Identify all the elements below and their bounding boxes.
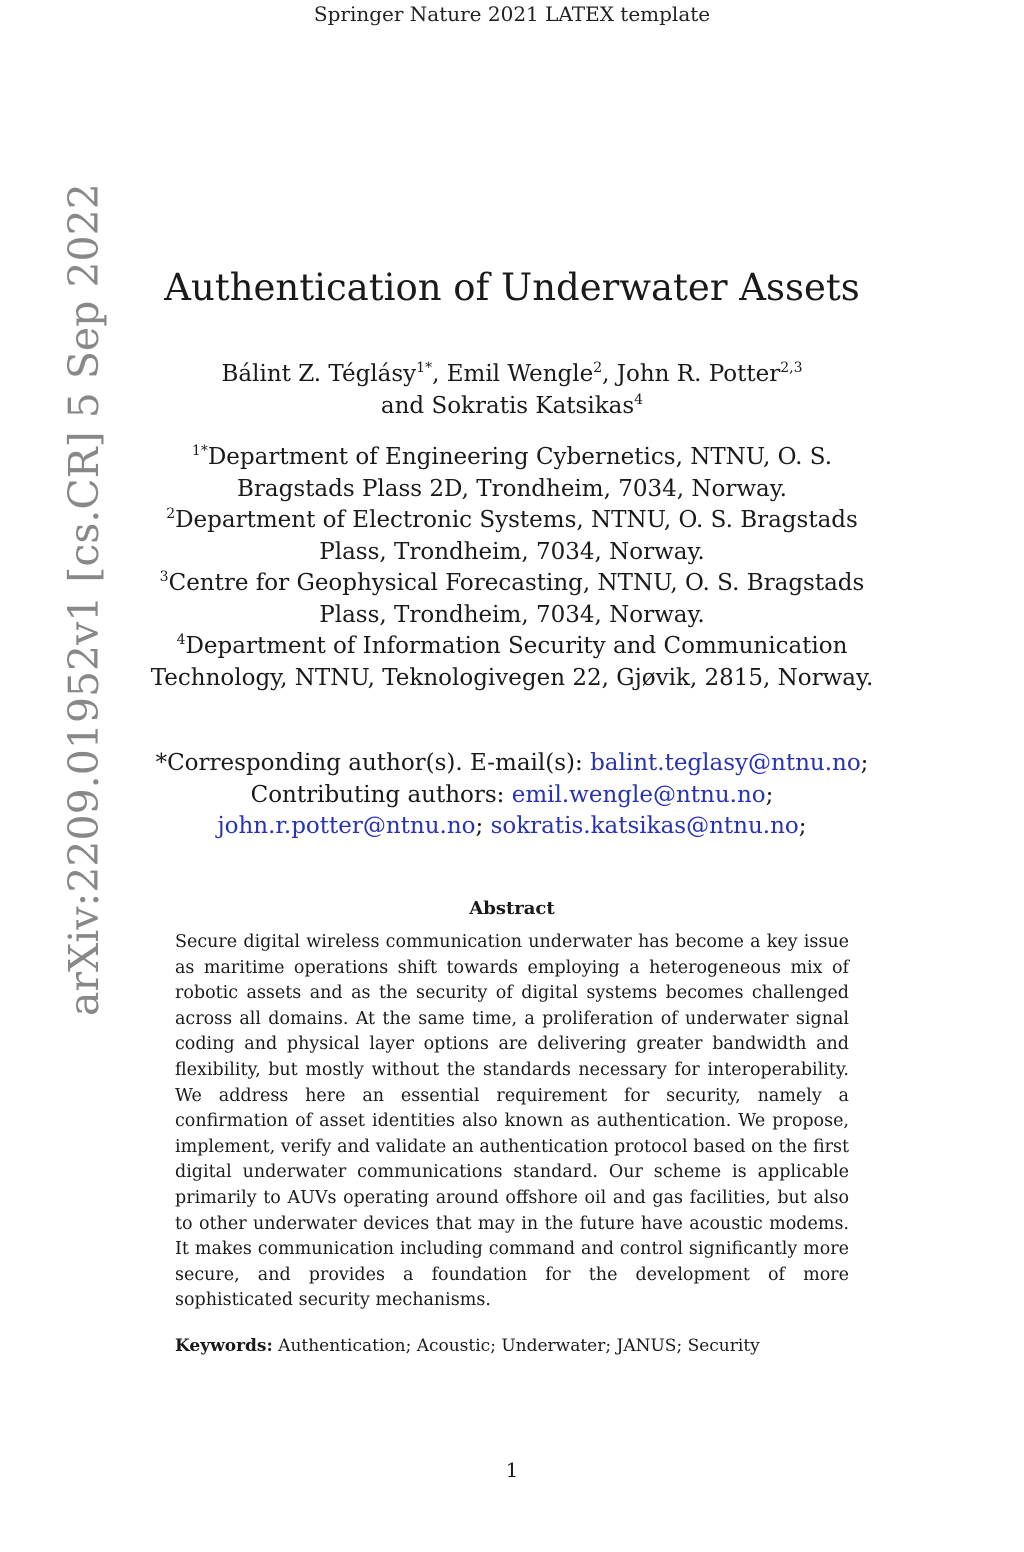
email-separator: ; — [765, 781, 774, 808]
abstract-heading: Abstract — [469, 898, 555, 919]
keywords — [175, 1336, 849, 1356]
affiliation-text: Department of Information Security and Communication Technology, NTNU, Teknologivegen 22, Gjøvik, 2815, Norway. — [150, 633, 874, 691]
affiliation — [130, 442, 894, 505]
affiliation — [130, 568, 894, 631]
paper-title: Authentication of Underwater Assets — [164, 266, 860, 309]
email-separator: ; — [475, 813, 484, 839]
affiliation-text: Department of Engineering Cybernetics, NTNU, O. S. Bragstads Plass 2D, Trondheim, 7034, Norway. — [207, 444, 833, 502]
corresponding-email-link[interactable]: balint.teglasy@ntnu.no — [590, 750, 861, 776]
author-name: Emil Wengle — [446, 361, 594, 387]
keywords-list: Authentication; Acoustic; Underwater; JANUS; Security — [278, 1336, 760, 1356]
author-separator: , — [602, 361, 617, 387]
affiliation-mark: 2 — [166, 506, 176, 522]
author-name: Bálint Z. Téglásy — [221, 361, 417, 387]
author-separator: , — [432, 361, 447, 387]
corresponding-label: *Corresponding author(s). E-mail(s): — [155, 750, 591, 776]
affiliation-mark: 3 — [159, 569, 169, 585]
author-list — [140, 358, 884, 422]
abstract-text: Secure digital wireless communication underwater has become a key issue as maritime operations shift towards employing a heterogeneous mix of robotic assets and as the security of digital systems becomes challenged across all domains. At the same time, a proliferation of underwater signal coding and physical layer options are delivering greater bandwidth and flexibility, but mostly without the standards necessary for interoperability. We address here an essential requirement for security, namely a confirmation of asset identities also known as authentication. We propose, implement, verify and validate an authentication protocol based on the first digital underwater communications standard. Our scheme is applicable primarily to AUVs operating around offshore oil and gas facilities, but also to other underwater devices that may in the future have acoustic modems. It makes communication including command and control significantly more secure, and provides a foundation for the development of more sophisticated security mechanisms. — [175, 932, 849, 1311]
affiliation — [130, 505, 894, 568]
contributing-label: Contributing authors: — [250, 781, 512, 808]
contributing-email-link[interactable]: emil.wengle@ntnu.no — [511, 781, 766, 808]
contributing-email-link[interactable]: sokratis.katsikas@ntnu.no — [490, 813, 799, 839]
email-separator: ; — [860, 750, 869, 776]
author-name: John R. Potter — [616, 361, 781, 387]
author-name: Sokratis Katsikas — [431, 393, 635, 419]
page-number: 1 — [505, 1458, 519, 1482]
affiliation-mark: 4 — [176, 632, 186, 648]
affiliation-text: Centre for Geophysical Forecasting, NTNU, O. S. Bragstads Plass, Trondheim, 7034, Norway. — [168, 570, 865, 628]
author-affiliation-mark: 1* — [416, 360, 433, 376]
correspondence-block — [130, 748, 894, 843]
running-header: Springer Nature 2021 LATEX template — [313, 2, 711, 26]
email-separator: ; — [798, 813, 807, 839]
affiliation-mark: 1* — [191, 443, 208, 459]
affiliation — [130, 631, 894, 694]
contributing-email-link[interactable]: john.r.potter@ntnu.no — [217, 813, 476, 839]
keywords-label: Keywords: — [175, 1336, 273, 1356]
author-affiliation-mark: 2 — [593, 360, 603, 376]
affiliation-list — [130, 442, 894, 694]
author-affiliation-mark: 2,3 — [780, 360, 803, 376]
author-affiliation-mark: 4 — [634, 392, 644, 408]
affiliation-text: Department of Electronic Systems, NTNU, O. S. Bragstads Plass, Trondheim, 7034, Norway. — [175, 507, 858, 565]
arxiv-stamp: arXiv:2209.01952v1 [cs.CR] 5 Sep 2022 — [60, 183, 108, 1016]
author-conjunction: and — [380, 393, 432, 419]
